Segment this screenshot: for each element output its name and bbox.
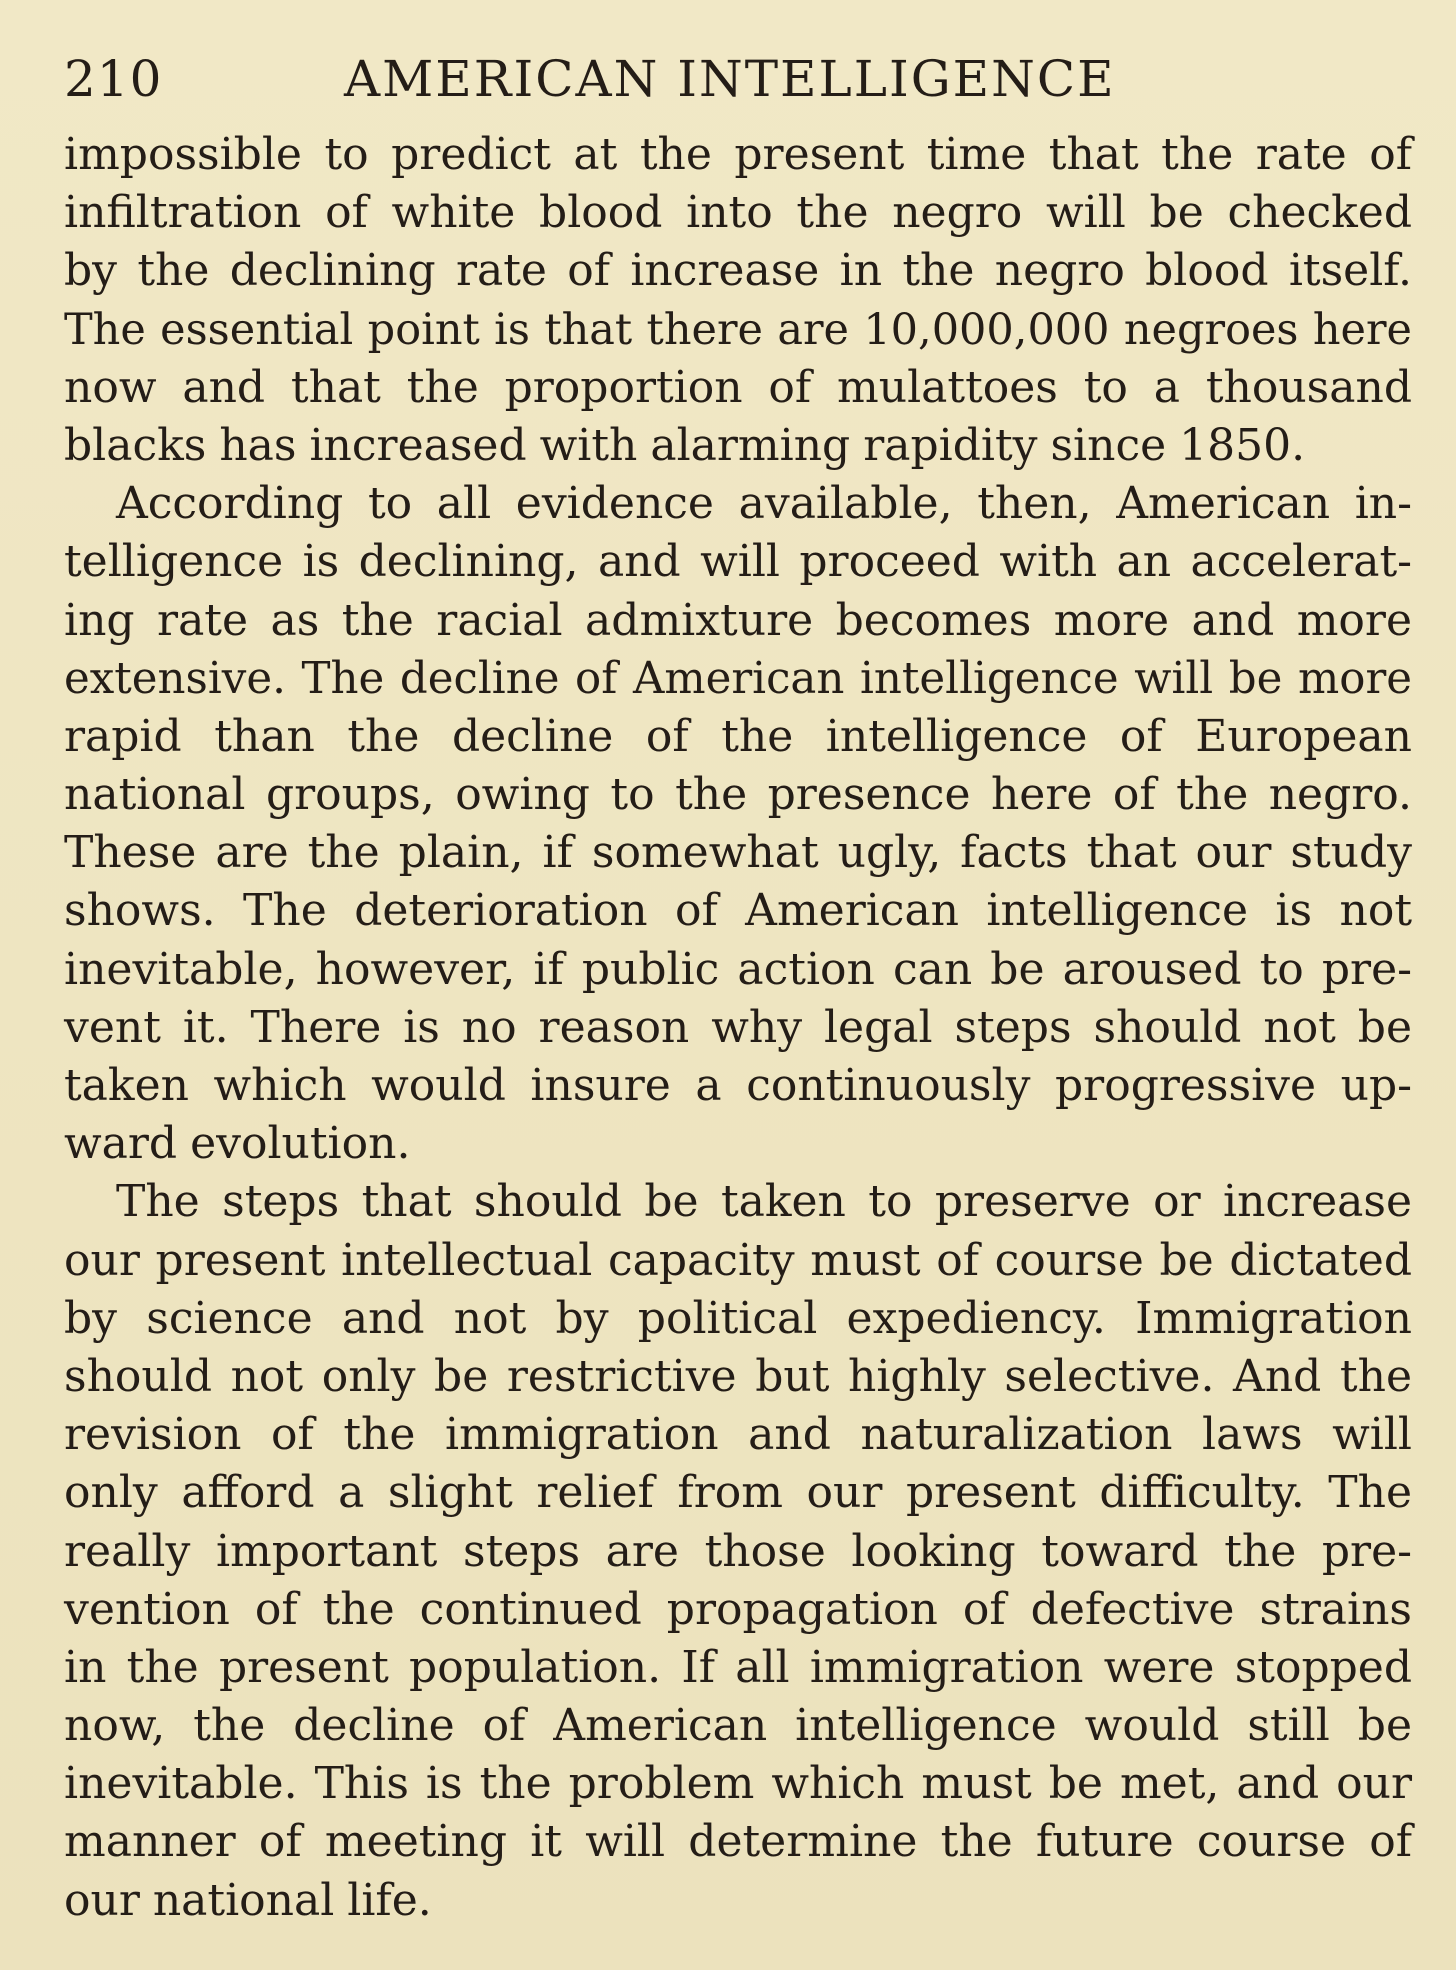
text-line: infiltration of white blood into the negro will be checked	[64, 187, 1412, 239]
body-text	[64, 126, 1412, 1930]
text-line: now and that the proportion of mulattoes to a thousand	[64, 361, 1412, 413]
text-line: only afford a slight relief from our present difficulty. The	[64, 1467, 1412, 1519]
text-line: inevitable, however, if public action can be aroused to pre-	[64, 943, 1412, 995]
text-line: our present intellectual capacity must of course be dictated	[64, 1234, 1412, 1286]
text-line: shows. The deterioration of American intelligence is not	[64, 885, 1412, 937]
text-line: by science and not by political expediency. Immigration	[64, 1292, 1412, 1344]
paragraph-first-line: The steps that should be taken to preserve or increase	[116, 1176, 1412, 1228]
text-line: blacks has increased with alarming rapidity since 1850.	[64, 419, 1306, 471]
text-line: national groups, owing to the presence here of the negro.	[64, 769, 1412, 821]
text-line: our national life.	[64, 1874, 432, 1926]
text-line: The essential point is that there are 10,000,000 negroes here	[64, 304, 1412, 355]
running-title: AMERICAN INTELLIGENCE	[344, 50, 1116, 108]
text-line: now, the decline of American intelligence would still be	[64, 1700, 1412, 1752]
paragraph-first-line: According to all evidence available, then, American in-	[116, 478, 1412, 530]
text-line: taken which would insure a continuously progressive up-	[64, 1060, 1412, 1111]
text-line: should not only be restrictive but highly selective. And the	[64, 1350, 1412, 1402]
text-line: ing rate as the racial admixture becomes more and more	[64, 594, 1412, 646]
running-head	[64, 44, 1404, 114]
text-line: inevitable. This is the problem which must be met, and our	[64, 1758, 1412, 1810]
text-line: manner of meeting it will determine the future course of	[64, 1816, 1412, 1868]
text-line: vent it. There is no reason why legal steps should not be	[64, 1001, 1412, 1053]
text-line: by the declining rate of increase in the negro blood itself.	[64, 245, 1412, 297]
text-line: telligence is declining, and will proceed with an accelerat-	[64, 536, 1412, 588]
text-line: These are the plain, if somewhat ugly, facts that our study	[64, 827, 1412, 879]
text-line: really important steps are those looking toward the pre-	[64, 1525, 1412, 1577]
text-line: ward evolution.	[64, 1118, 411, 1170]
text-line: vention of the continued propagation of defective strains	[64, 1583, 1412, 1635]
text-line: in the present population. If all immigration were stopped	[64, 1641, 1412, 1693]
text-line: revision of the immigration and naturalization laws will	[64, 1409, 1412, 1461]
text-line: rapid than the decline of the intelligence of European	[64, 710, 1412, 762]
text-line: extensive. The decline of American intelligence will be more	[64, 653, 1412, 704]
page-number: 210	[64, 50, 163, 108]
text-line: impossible to predict at the present time that the rate of	[64, 129, 1412, 180]
